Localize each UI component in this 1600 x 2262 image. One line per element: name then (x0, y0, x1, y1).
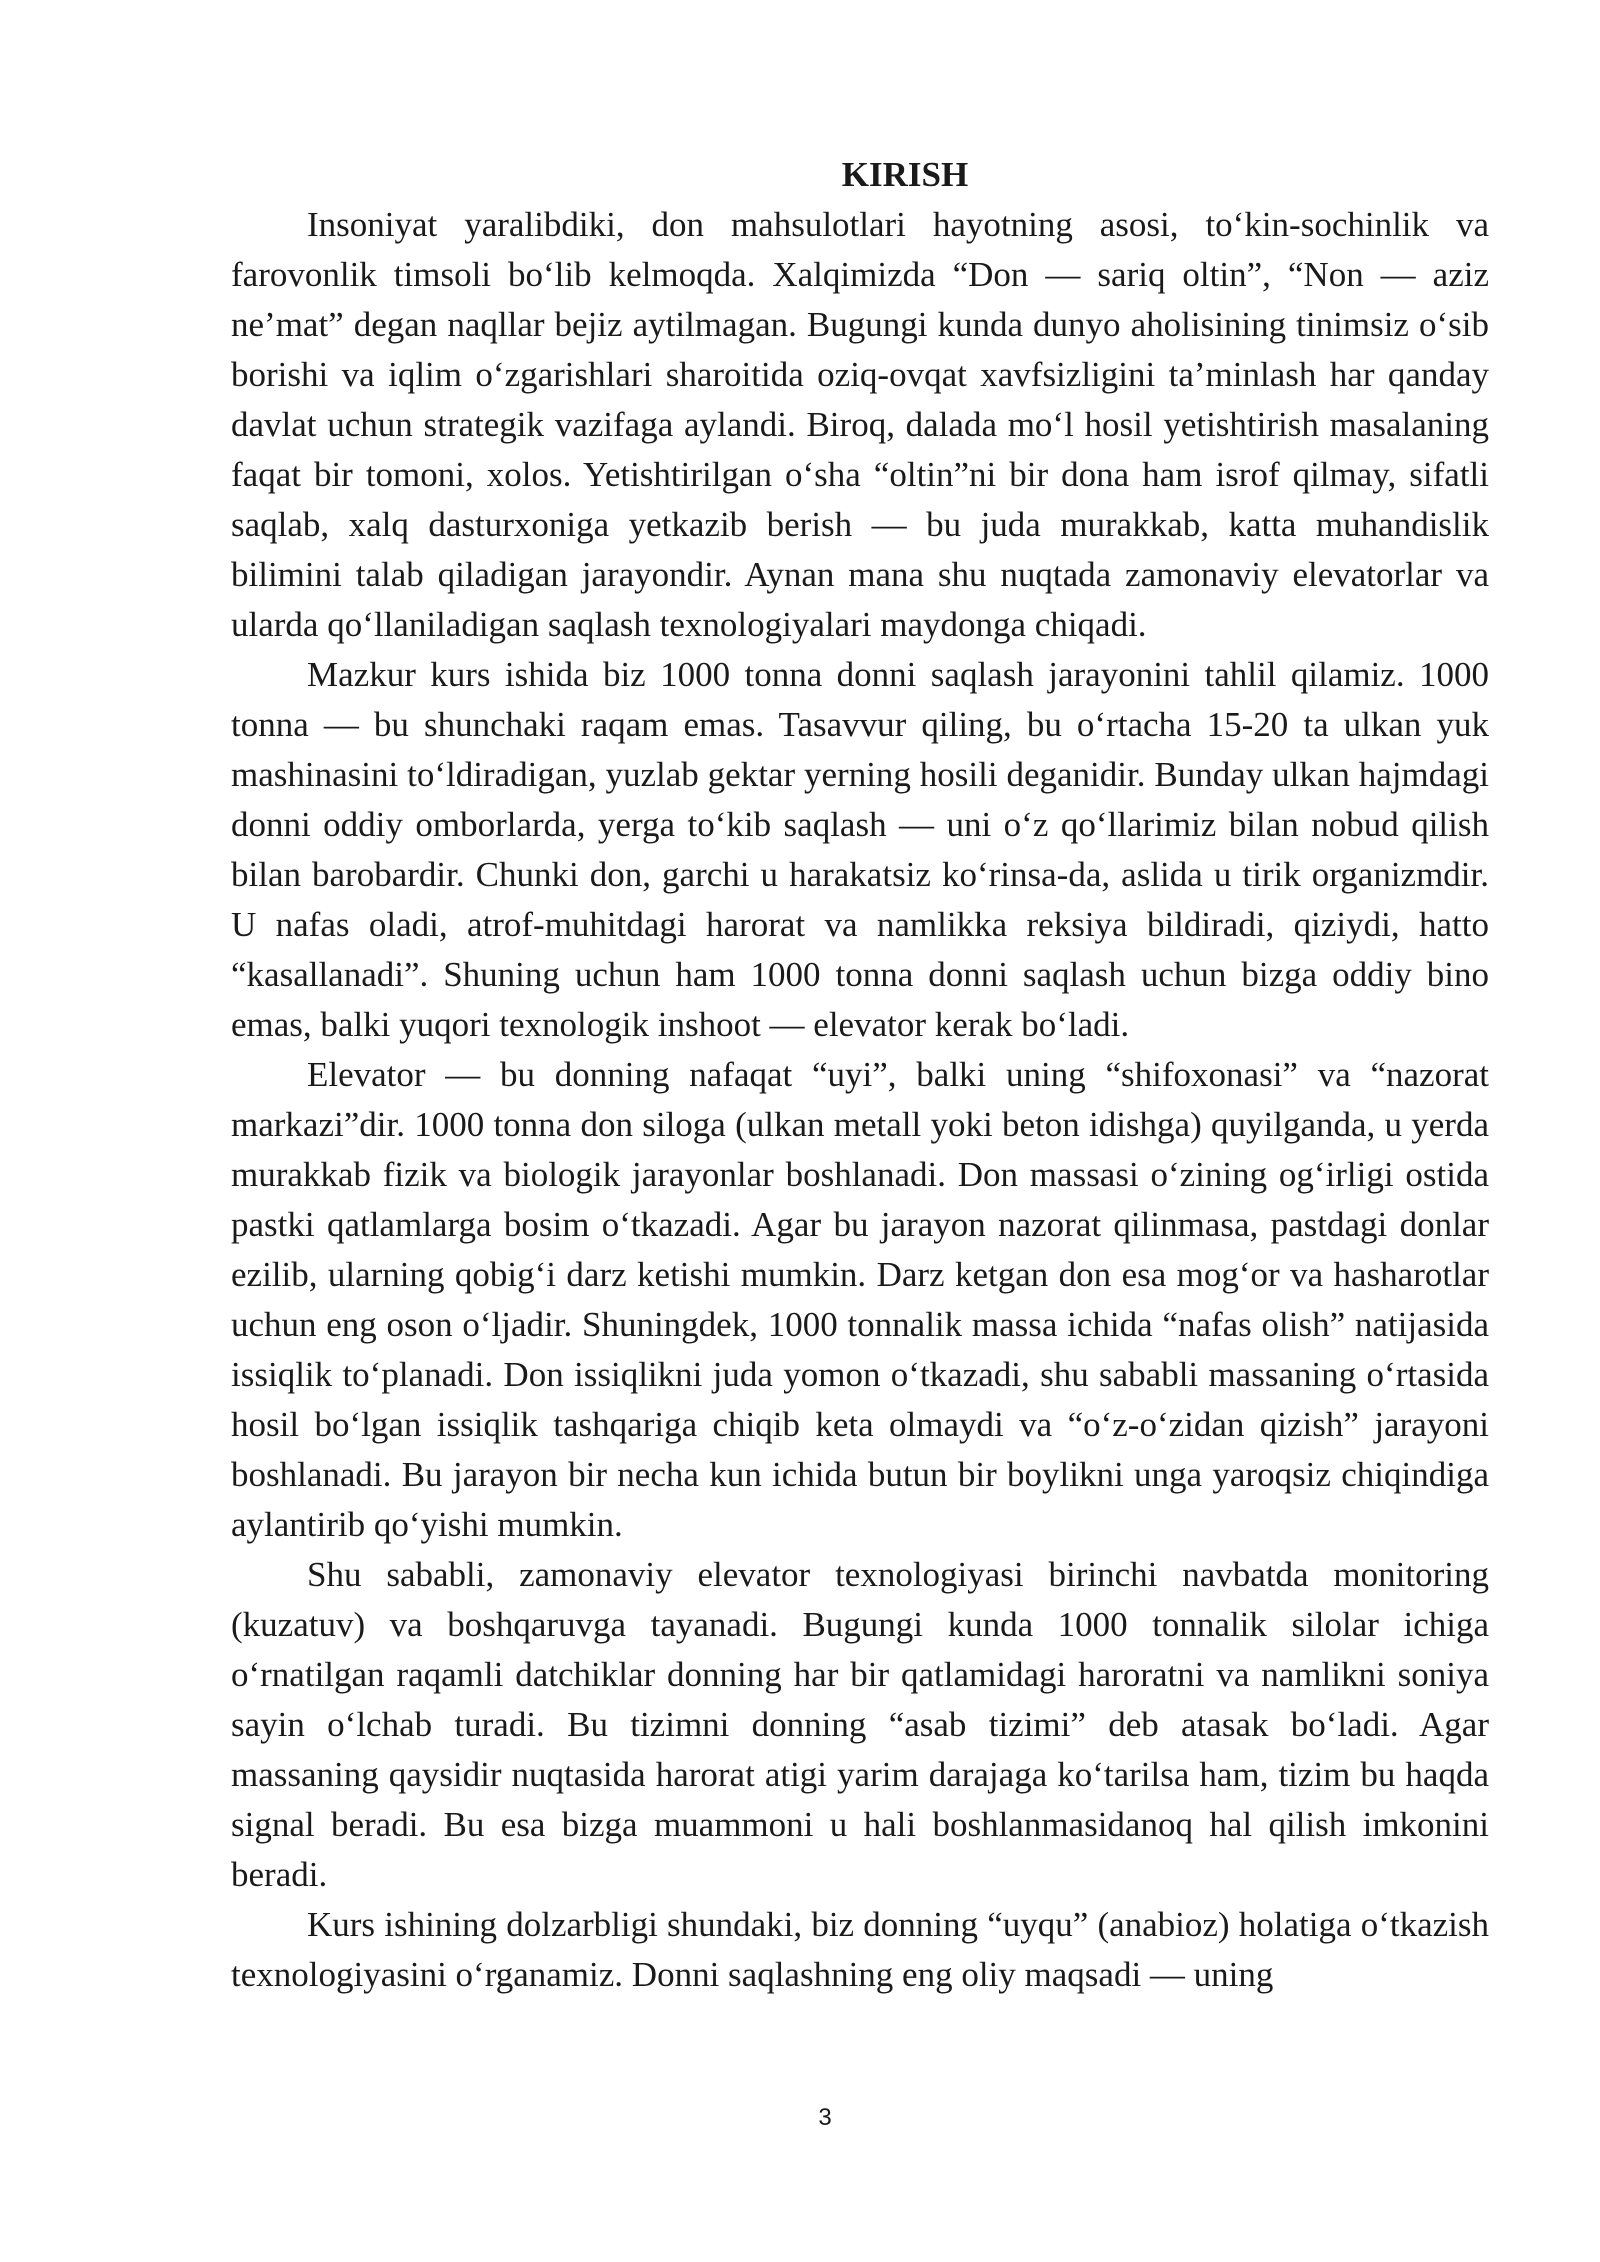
paragraph-5: Kurs ishining dolzarbligi shundaki, biz donning “uyqu” (anabioz) holatiga o‘tkazish texnologiyasini o‘rganamiz. Donni saqlashning eng oliy maqsadi — uning (231, 1905, 1489, 1994)
paragraph-2: Mazkur kurs ishida biz 1000 tonna donni saqlash jarayonini tahlil qilamiz. 1000 tonna — bu shunchaki raqam emas. Tasavvur qiling, bu o‘rtacha 15-20 ta ulkan yuk mashinasini to‘ldiradigan, yuzlab gektar yerning hosili deganidir. Bunday ulkan hajmdagi donni oddiy omborlarda, yerga to‘kib saqlash — uni o‘z qo‘llarimiz bilan nobud qilish bilan barobardir. Chunki don, garchi u harakatsiz ko‘rinsa-da, aslida u tirik organizmdir. U nafas oladi, atrof-muhitdagi harorat va namlikka reksiya bildiradi, qiziydi, hatto “kasallanadi”. Shuning uchun ham 1000 tonna donni saqlash uchun bizga oddiy bino emas, balki yuqori texnologik inshoot — elevator kerak bo‘ladi. (231, 655, 1489, 1044)
page-title: KIRISH (841, 155, 969, 194)
paragraph-3: Elevator — bu donning nafaqat “uyi”, balki uning “shifoxonasi” va “nazorat markazi”dir. 1000 tonna don siloga (ulkan metall yoki beton idishga) quyilganda, u yerda murakkab fizik va biologik jarayonlar boshlanadi. Don massasi o‘zining og‘irligi ostida pastki qatlamlarga bosim o‘tkazadi. Agar bu jarayon nazorat qilinmasa, pastdagi donlar ezilib, ularning qobig‘i darz ketishi mumkin. Darz ketgan don esa mog‘or va hasharotlar uchun eng oson o‘ljadir. Shuningdek, 1000 tonnalik massa ichida “nafas olish” natijasida issiqlik to‘planadi. Don issiqlikni juda yomon o‘tkazadi, shu sababli massaning o‘rtasida hosil bo‘lgan issiqlik tashqariga chiqib keta olmaydi va “o‘z-o‘zidan qizish” jarayoni boshlanadi. Bu jarayon bir necha kun ichida butun bir boylikni unga yaroqsiz chiqindiga aylantirib qo‘yishi mumkin. (231, 1055, 1489, 1544)
paragraph-1: Insoniyat yaralibdiki, don mahsulotlari hayotning asosi, to‘kin-sochinlik va farovonlik timsoli bo‘lib kelmoqda. Xalqimizda “Don — sariq oltin”, “Non — aziz ne’mat” degan naqllar bejiz aytilmagan. Bugungi kunda dunyo aholisining tinimsiz o‘sib borishi va iqlim o‘zgarishlari sharoitida oziq-ovqat xavfsizligini ta’minlash har qanday davlat uchun strategik vazifaga aylandi. Biroq, dalada mo‘l hosil yetishtirish masalaning faqat bir tomoni, xolos. Yetishtirilgan o‘sha “oltin”ni bir dona ham isrof qilmay, sifatli saqlab, xalq dasturxoniga yetkazib berish — bu juda murakkab, katta muhandislik bilimini talab qiladigan jarayondir. Aynan mana shu nuqtada zamonaviy elevatorlar va ularda qo‘llaniladigan saqlash texnologiyalari maydonga chiqadi. (231, 205, 1489, 644)
paragraph-4: Shu sababli, zamonaviy elevator texnologiyasi birinchi navbatda monitoring (kuzatuv) va boshqaruvga tayanadi. Bugungi kunda 1000 tonnalik silolar ichiga o‘rnatilgan raqamli datchiklar donning har bir qatlamidagi haroratni va namlikni soniya sayin o‘lchab turadi. Bu tizimni donning “asab tizimi” deb atasak bo‘ladi. Agar massaning qaysidir nuqtasida harorat atigi yarim darajaga ko‘tarilsa ham, tizim bu haqda signal beradi. Bu esa bizga muammoni u hali boshlanmasidanoq hal qilish imkonini beradi. (231, 1555, 1489, 1894)
page-content (231, 150, 1489, 2000)
page-number: 3 (818, 2104, 832, 2131)
